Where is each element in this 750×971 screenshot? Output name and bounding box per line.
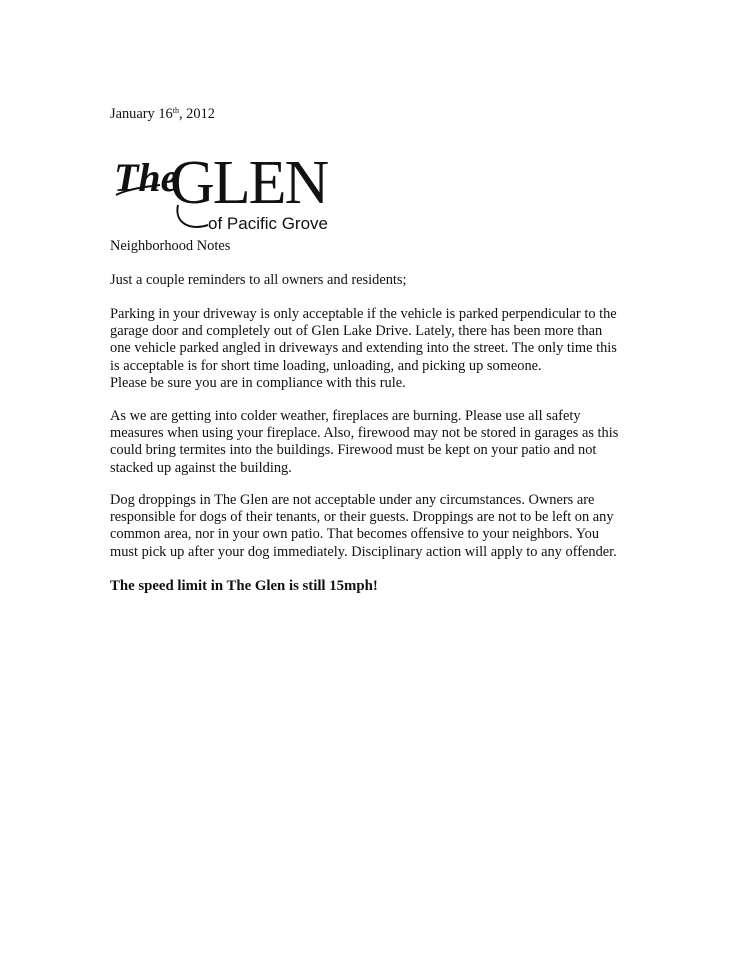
parking-line: is acceptable is for short time loading, unloading, and picking up someone. [110,357,542,374]
fireplace-line: could bring termites into the buildings. Firewood must be kept on your patio and not [110,442,597,459]
dog-droppings-line: responsible for dogs of their tenants, or their guests. Droppings are not to be left on any [110,509,614,526]
parking-paragraph [110,306,650,392]
letter-date [110,106,215,123]
logo-subtitle: of Pacific Grove [208,214,328,233]
dog-droppings-paragraph [110,492,650,561]
logo-the-text: The [114,155,179,200]
intro-line: Just a couple reminders to all owners and residents; [110,272,407,288]
parking-line: one vehicle parked angled in driveways and extending into the street. The only time this [110,340,617,357]
the-glen-logo [108,145,358,235]
logo-glen-text: GLEN [170,149,328,217]
speed-limit-notice: The speed limit in The Glen is still 15mph! [110,578,378,594]
dog-droppings-line: Dog droppings in The Glen are not acceptable under any circumstances. Owners are [110,492,595,508]
notes-heading: Neighborhood Notes [110,238,231,254]
fireplace-line: stacked up against the building. [110,459,292,476]
dog-droppings-line: common area, nor in your own patio. That becomes offensive to your neighbors. You [110,526,600,543]
date-month-day: January 16 [110,106,173,122]
parking-line: garage door and completely out of Glen Lake Drive. Lately, there has been more than [110,323,603,340]
fireplace-paragraph [110,408,650,477]
parking-line: Parking in your driveway is only acceptable if the vehicle is parked perpendicular to the [110,306,617,322]
parking-line: Please be sure you are in compliance with this rule. [110,374,406,391]
fireplace-line: measures when using your fireplace. Also, firewood may not be stored in garages as this [110,425,619,442]
date-year: , 2012 [178,106,215,122]
date-ordinal-suffix: th [172,106,179,115]
dog-droppings-line: must pick up after your dog immediately. Disciplinary action will apply to any offender. [110,543,617,560]
fireplace-line: As we are getting into colder weather, fireplaces are burning. Please use all safety [110,408,581,424]
